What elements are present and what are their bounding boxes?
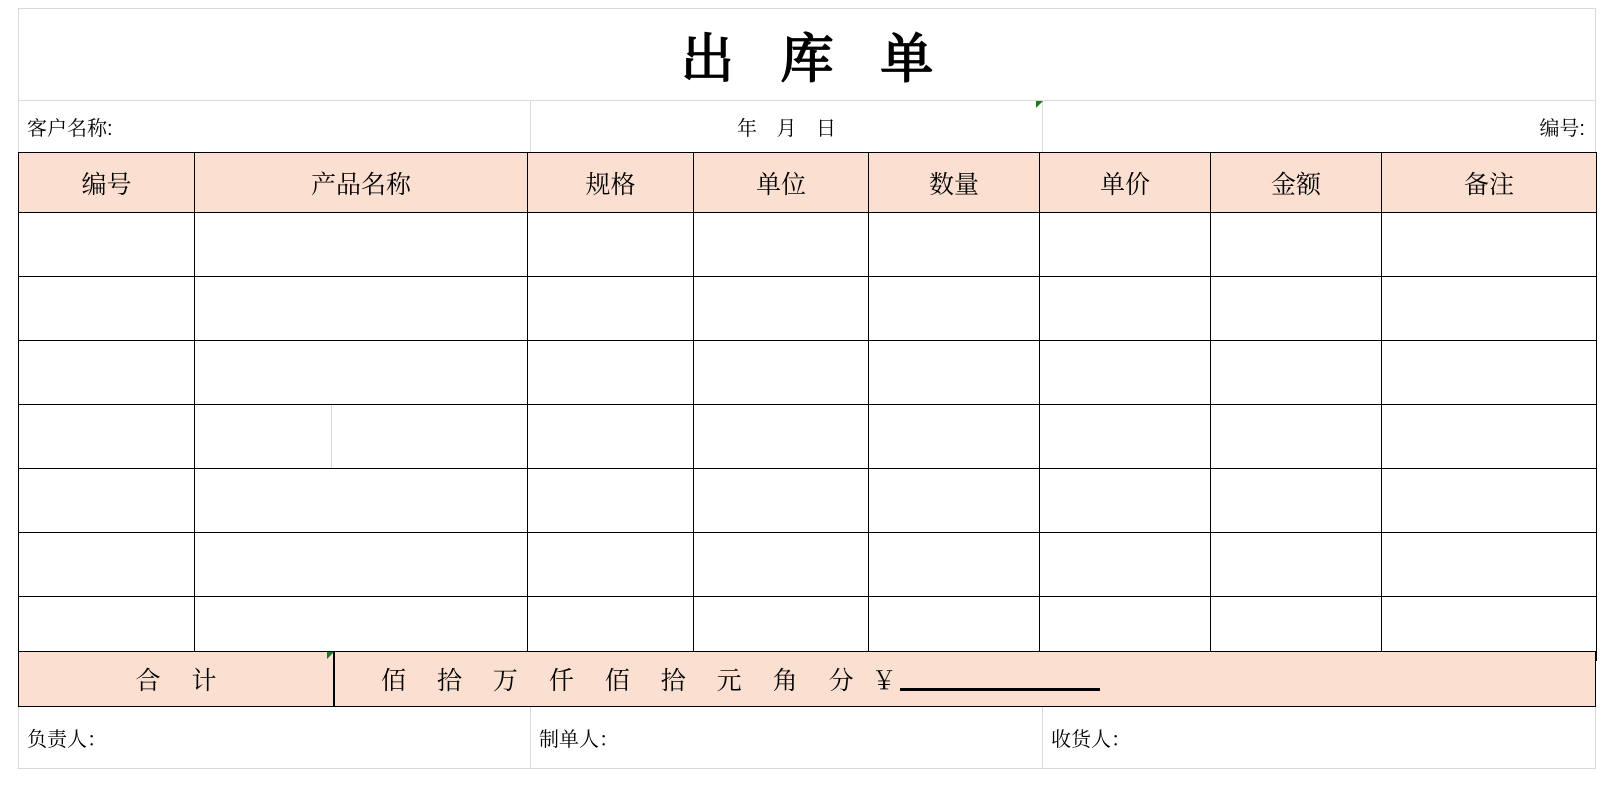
- cell-unit[interactable]: [694, 213, 869, 277]
- cell-unit-price[interactable]: [1040, 277, 1211, 341]
- cell-product-name[interactable]: [195, 405, 528, 469]
- cell-quantity[interactable]: [869, 213, 1040, 277]
- table-row: [19, 277, 1597, 341]
- signature-row: [18, 707, 1596, 769]
- column-header-quantity: 数量: [869, 153, 1040, 213]
- cell-unit[interactable]: [694, 469, 869, 533]
- cell-spec[interactable]: [528, 469, 694, 533]
- cell-code[interactable]: [19, 533, 195, 597]
- cell-remark[interactable]: [1382, 405, 1597, 469]
- preparer-label: 制单人：: [539, 729, 619, 751]
- manager-signature-field[interactable]: [19, 707, 531, 768]
- column-header-unit: 单位: [694, 153, 869, 213]
- cell-unit[interactable]: [694, 277, 869, 341]
- cell-remark[interactable]: [1382, 533, 1597, 597]
- cell-quantity[interactable]: [869, 405, 1040, 469]
- cell-amount[interactable]: [1211, 405, 1382, 469]
- title-row: [18, 8, 1596, 100]
- cell-quantity[interactable]: [869, 341, 1040, 405]
- total-row: [18, 651, 1596, 707]
- comment-marker-icon: [1036, 101, 1043, 108]
- order-number-field[interactable]: [1043, 101, 1595, 152]
- currency-symbol: ￥: [871, 667, 898, 695]
- column-header-code: 编号: [19, 153, 195, 213]
- cell-code[interactable]: [19, 469, 195, 533]
- cell-remark[interactable]: [1382, 469, 1597, 533]
- table-row: [19, 533, 1597, 597]
- cell-product-name[interactable]: [195, 533, 528, 597]
- cell-product-name[interactable]: [195, 469, 528, 533]
- cell-remark[interactable]: [1382, 213, 1597, 277]
- table-row: [19, 341, 1597, 405]
- cell-unit-price[interactable]: [1040, 469, 1211, 533]
- cell-remark[interactable]: [1382, 277, 1597, 341]
- cell-amount[interactable]: [1211, 341, 1382, 405]
- cell-spec[interactable]: [528, 213, 694, 277]
- cell-spec[interactable]: [528, 277, 694, 341]
- cell-unit-price[interactable]: [1040, 213, 1211, 277]
- info-row: [18, 100, 1596, 152]
- cell-spec[interactable]: [528, 341, 694, 405]
- column-header-spec: 规格: [528, 153, 694, 213]
- cell-spec[interactable]: [528, 405, 694, 469]
- column-header-remark: 备注: [1382, 153, 1597, 213]
- preparer-signature-field[interactable]: [531, 707, 1043, 768]
- cell-code[interactable]: [19, 341, 195, 405]
- cell-amount[interactable]: [1211, 533, 1382, 597]
- cell-quantity[interactable]: [869, 533, 1040, 597]
- cell-code[interactable]: [19, 277, 195, 341]
- cell-quantity[interactable]: [869, 277, 1040, 341]
- cell-product-name[interactable]: [195, 213, 528, 277]
- cell-unit[interactable]: [694, 405, 869, 469]
- date-label: 年 月 日: [736, 118, 844, 140]
- cell-code[interactable]: [19, 405, 195, 469]
- cell-spec[interactable]: [528, 533, 694, 597]
- manager-label: 负责人：: [27, 729, 107, 751]
- cell-unit-price[interactable]: [1040, 405, 1211, 469]
- column-header-unit-price: 单价: [1040, 153, 1211, 213]
- cell-amount[interactable]: [1211, 213, 1382, 277]
- table-row: [19, 469, 1597, 533]
- cell-unit[interactable]: [694, 341, 869, 405]
- order-number-label: 编号:: [1539, 118, 1585, 140]
- cell-unit[interactable]: [694, 533, 869, 597]
- cell-amount[interactable]: [1211, 277, 1382, 341]
- table-row: [19, 405, 1597, 469]
- cell-code[interactable]: [19, 213, 195, 277]
- cell-unit-price[interactable]: [1040, 341, 1211, 405]
- cell-unit-price[interactable]: [1040, 533, 1211, 597]
- total-label: [19, 652, 335, 706]
- cell-remark[interactable]: [1382, 341, 1597, 405]
- cell-product-name[interactable]: [195, 341, 528, 405]
- column-header-product-name: 产品名称: [195, 153, 528, 213]
- receiver-label: 收货人：: [1051, 729, 1131, 751]
- receiver-signature-field[interactable]: [1043, 707, 1595, 768]
- total-units-text: 佰 拾 万 仟 佰 拾 元 角 分: [381, 667, 866, 695]
- cell-product-name[interactable]: [195, 277, 528, 341]
- column-header-amount: 金额: [1211, 153, 1382, 213]
- date-field[interactable]: [531, 101, 1043, 152]
- table-row: [19, 213, 1597, 277]
- cell-divider: [331, 405, 332, 468]
- page-title: 出 库 单: [680, 29, 950, 89]
- customer-name-label: 客户名称:: [27, 118, 113, 140]
- items-table: [18, 152, 1597, 661]
- table-header-row: [19, 153, 1597, 213]
- customer-name-field[interactable]: [19, 101, 531, 152]
- cell-quantity[interactable]: [869, 469, 1040, 533]
- total-label-text: 合 计: [135, 667, 229, 695]
- cell-amount[interactable]: [1211, 469, 1382, 533]
- total-amount-field[interactable]: [335, 652, 1595, 706]
- total-amount-blank[interactable]: [900, 668, 1100, 691]
- comment-marker-icon: [327, 652, 334, 659]
